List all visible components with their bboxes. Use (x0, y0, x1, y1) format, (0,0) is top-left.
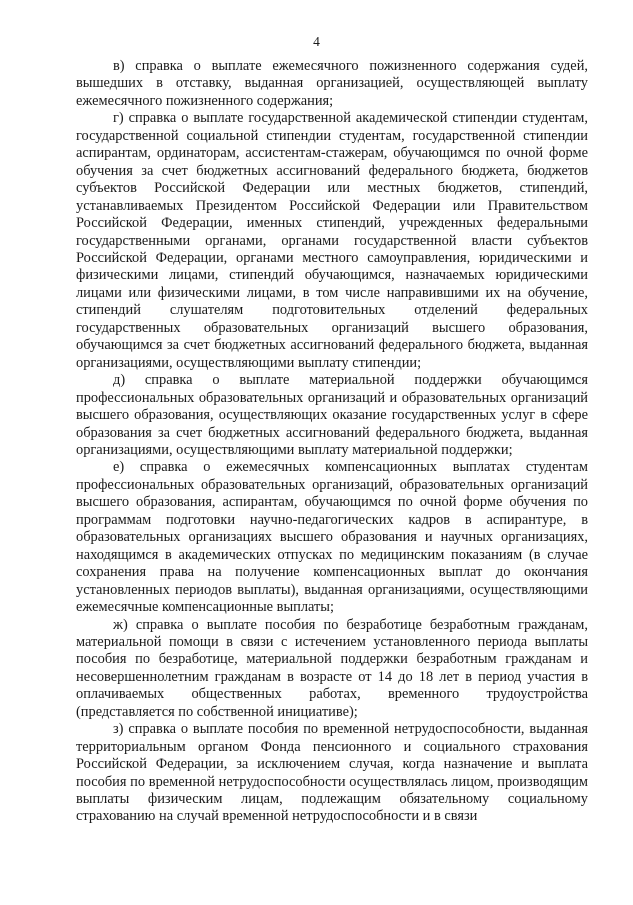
page-number: 4 (313, 34, 320, 49)
paragraph-z: з) справка о выплате пособия по временной нетрудоспособности, выданная территориальным органом Фонда пенсионного и социального страхования Российской Федерации, за исключением случая, когда назначение и выплата пособия по временной нетрудоспособности осуществлялась лицом, производящим выплаты физическим лицам, подлежащим обязательному социальному страхованию на случай временной нетрудоспособности и в связи (76, 721, 588, 825)
paragraph-v: в) справка о выплате ежемесячного пожизненного содержания судей, вышедших в отставку, выданная организацией, осуществляющей выплату ежемесячного пожизненного содержания; (76, 58, 588, 109)
paragraph-e: е) справка о ежемесячных компенсационных выплатах студентам профессиональных образовательных организаций, образовательных организаций высшего образования, аспирантам, обучающимся по очной форме обучения по программам подготовки научно-педагогических кадров в аспирантуре, в образовательных организациях высшего образования и научных организациях, находящимся в академических отпусках по медицинским показаниям (в случае сохранения права на получение компенсационных выплат до окончания установленных периодов выплаты), выданная организациями, осуществляющими ежемесячные компенсационные выплаты; (76, 459, 588, 616)
paragraph-g: г) справка о выплате государственной академической стипендии студентам, государственной социальной стипендии студентам, государственной стипендии аспирантам, ординаторам, ассистентам-стажерам, обучающимся по очной форме обучения за счет бюджетных ассигнований федерального бюджета, бюджетов субъектов Российской Федерации или местных бюджетов, стипендий, устанавливаемых Президентом Российской Федерации или Правительством Российской Федерации, именных стипендий, учрежденных федеральными государственными органами, органами государственной власти субъектов Российской Федерации, органами местного самоуправления, юридическими и физическими лицами, стипендий обучающимся, назначаемых юридическими лицами или физическими лицами, в том числе направившими их на обучение, стипендий слушателям подготовительных отделений федеральных государственных образовательных организаций высшего образования, обучающимся за счет бюджетных ассигнований федерального бюджета, выданная организациями, осуществляющими выплату стипендии; (76, 110, 588, 371)
paragraph-zh: ж) справка о выплате пособия по безработице безработным гражданам, материальной помощи в связи с истечением установленного периода выплаты пособия по безработице, материальной поддержки безработным гражданам и несовершеннолетним гражданам в возрасте от 14 до 18 лет в период участия в оплачиваемых общественных работах, временного трудоустройства (представляется по собственной инициативе); (76, 616, 588, 720)
document-body (76, 58, 588, 826)
paragraph-d: д) справка о выплате материальной поддержки обучающимся профессиональных образовательных организаций и образовательных организаций высшего образования, осуществляющих оказание государственных услуг в сфере образования за счет бюджетных ассигнований федерального бюджета, выданная организациями, осуществляющими выплату материальной поддержки; (76, 372, 588, 458)
